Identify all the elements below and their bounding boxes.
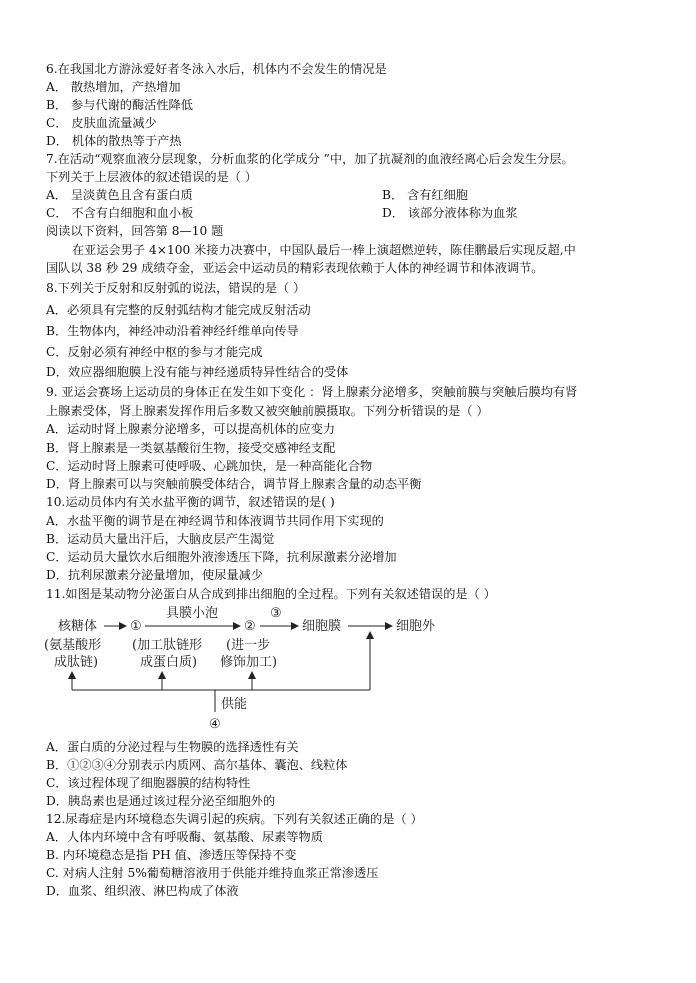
q9-stem-line2: 上腺素受体，肾上腺素发挥作用后多数又被突触前膜摄取。下列分析错误的是（ ） — [46, 404, 489, 418]
q7-stem-line2: 下列关于上层液体的叙述错误的是（ ） — [46, 170, 258, 184]
q7-option-b: B． 含有红细胞 — [382, 188, 468, 202]
q7-option-a: A． 呈淡黄色且含有蛋白质 — [46, 188, 193, 202]
q12-option-d: D．血浆、组织液、淋巴构成了体液 — [46, 884, 239, 898]
passage-line1: 在亚运会男子 4×100 米接力决赛中，中国队最后一棒上演超燃逆转，陈佳鹏最后实现反超,中 — [72, 243, 576, 257]
node-ribosome: 核糖体 — [58, 619, 98, 634]
q11-option-b: B．①②③④分别表示内质网、高尔基体、囊泡、线粒体 — [46, 758, 348, 772]
q12-option-b: B. 内环境稳态是指 PH 值、渗透压等保持不变 — [46, 848, 297, 862]
note-node2-1: (进一步 — [226, 638, 271, 653]
q9-option-d: D．肾上腺素可以与突触前膜受体结合，调节肾上腺素含量的动态平衡 — [46, 477, 422, 491]
note-node2-2: 修饰加工) — [220, 655, 278, 670]
q9-option-c: C．运动时肾上腺素可使呼吸、心跳加快，是一种高能化合物 — [46, 459, 373, 473]
label-3: ③ — [270, 606, 282, 621]
node-4: ④ — [209, 717, 221, 732]
q9-stem-line1: 9. 亚运会赛场上运动员的身体正在发生如下变化 ：肾上腺素分泌增多，突触前膜与突触后膜均有肾 — [46, 385, 578, 399]
q8-option-c: C．反射必须有神经中枢的参与才能完成 — [46, 345, 263, 359]
label-vesicle: 具膜小泡 — [166, 606, 219, 621]
q6-option-c: C． 皮肤血流量减少 — [46, 116, 157, 130]
q10-option-a: A．水盐平衡的调节是在神经调节和体液调节共同作用下实现的 — [46, 514, 384, 528]
q8-option-b: B．生物体内，神经冲动沿着神经纤维单向传导 — [46, 324, 299, 338]
q6-option-b: B． 参与代谢的酶活性降低 — [46, 98, 193, 112]
passage-intro: 阅读以下资料，回答第 8—10 题 — [46, 224, 224, 238]
q6-option-d: D． 机体的散热等于产热 — [46, 134, 182, 148]
q9-option-a: A．运动时肾上腺素分泌增多，可以提高机体的应变力 — [46, 422, 336, 436]
q7-option-c: C． 不含有白细胞和血小板 — [46, 206, 194, 220]
q12-stem: 12.尿毒症是内环境稳态失调引起的疾病。下列有关叙述正确的是（ ） — [46, 812, 423, 826]
q8-stem: 8.下列关于反射和反射弧的说法，错误的是（ ） — [46, 281, 306, 295]
q11-option-a: A．蛋白质的分泌过程与生物膜的选择透性有关 — [46, 740, 299, 754]
q11-option-c: C．该过程体现了细胞器膜的结构特性 — [46, 776, 251, 790]
note-ribosome-2: 成肽链) — [54, 655, 99, 670]
q10-option-c: C．运动员大量饮水后细胞外液渗透压下降，抗利尿激素分泌增加 — [46, 550, 397, 564]
node-1: ① — [130, 619, 142, 634]
q10-stem: 10.运动员体内有关水盐平衡的调节，叙述错误的是( ) — [46, 495, 335, 509]
q8-option-d: D．效应器细胞膜上没有能与神经递质特异性结合的受体 — [46, 365, 349, 379]
q11-stem: 11.如图是某动物分泌蛋白从合成到排出细胞的全过程。下列有关叙述错误的是（ ） — [46, 587, 496, 601]
label-supply: 供能 — [221, 697, 248, 712]
q6-stem: 6.在我国北方游泳爱好者冬泳入水后，机体内不会发生的情况是 — [46, 62, 387, 76]
passage-line2: 国队以 38 秒 29 成绩夺金，亚运会中运动员的精彩表现依赖于人体的神经调节和体液调节。 — [46, 261, 544, 275]
q12-option-c: C. 对病人注射 5%葡萄糖溶液用于供能并维持血浆正常渗透压 — [46, 866, 379, 880]
note-node1-1: (加工肽链形 — [132, 638, 203, 653]
node-outside: 细胞外 — [396, 619, 436, 634]
q12-option-a: A．人体内环境中含有呼吸酶、氨基酸、尿素等物质 — [46, 830, 323, 844]
q11-option-d: D．胰岛素也是通过该过程分泌至细胞外的 — [46, 794, 276, 808]
q6-option-a: A． 散热增加，产热增加 — [46, 80, 181, 94]
note-ribosome-1: (氨基酸形 — [44, 638, 102, 653]
q10-option-d: D．抗利尿激素分泌量增加，使尿量减少 — [46, 568, 263, 582]
q9-option-b: B．肾上腺素是一类氨基酸衍生物，接受交感神经支配 — [46, 441, 336, 455]
q7-option-d: D． 该部分液体称为血浆 — [382, 206, 518, 220]
node-membrane: 细胞膜 — [302, 619, 342, 634]
q7-stem-line1: 7.在活动“观察血液分层现象，分析血浆的化学成分 ”中，加了抗凝剂的血液经离心后会发生分层。 — [46, 152, 574, 166]
note-node1-2: 成蛋白质) — [140, 655, 198, 670]
secretion-pathway-diagram — [40, 600, 480, 735]
q8-option-a: A．必须具有完整的反射弧结构才能完成反射活动 — [46, 303, 311, 317]
node-2: ② — [244, 619, 256, 634]
q10-option-b: B．运动员大量出汗后，大脑皮层产生渴觉 — [46, 532, 275, 546]
